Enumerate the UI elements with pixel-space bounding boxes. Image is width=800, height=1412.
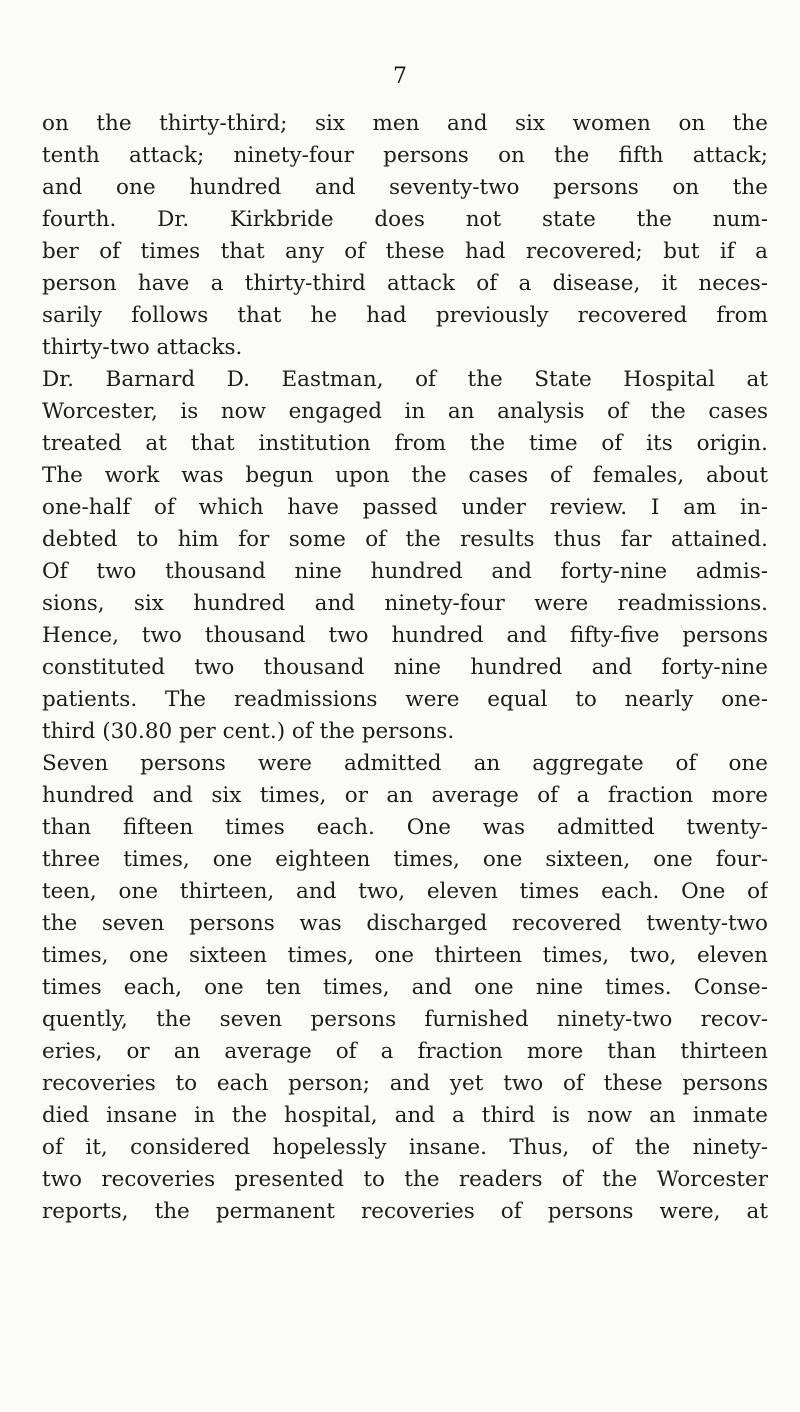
text-line: teen, one thirteen, and two, eleven times each. One of (42, 879, 768, 904)
text-line: than fifteen times each. One was admitted twenty- (42, 815, 768, 840)
text-line: hundred and six times, or an average of a fraction more (42, 783, 768, 808)
text-line: Of two thousand nine hundred and forty-nine admis- (42, 559, 768, 584)
text-line: debted to him for some of the results thus far attained. (42, 527, 768, 552)
text-line: and one hundred and seventy-two persons on the (42, 175, 768, 200)
page-number: 7 (393, 64, 407, 89)
text-line: reports, the permanent recoveries of persons were, at (42, 1199, 768, 1224)
text-line: Hence, two thousand two hundred and fifty-five persons (42, 623, 768, 648)
text-line: one-half of which have passed under review. I am in- (42, 495, 768, 520)
text-line: times each, one ten times, and one nine times. Conse- (42, 975, 768, 1000)
text-line: Dr. Barnard D. Eastman, of the State Hospital at (42, 367, 768, 392)
text-line: tenth attack; ninety-four persons on the fifth attack; (42, 143, 768, 168)
text-line: three times, one eighteen times, one sixteen, one four- (42, 847, 768, 872)
text-line: Seven persons were admitted an aggregate of one (42, 751, 768, 776)
text-line: person have a thirty-third attack of a disease, it neces- (42, 271, 768, 296)
text-line: times, one sixteen times, one thirteen times, two, eleven (42, 943, 768, 968)
text-line: constituted two thousand nine hundred and forty-nine (42, 655, 768, 680)
text-line: quently, the seven persons furnished ninety-two recov- (42, 1007, 768, 1032)
body-text (42, 108, 768, 1228)
text-line: the seven persons was discharged recovered twenty-two (42, 911, 768, 936)
text-line: The work was begun upon the cases of females, about (42, 463, 768, 488)
text-line: recoveries to each person; and yet two of these persons (42, 1071, 768, 1096)
text-line: of it, considered hopelessly insane. Thus, of the ninety- (42, 1135, 768, 1160)
text-line: thirty-two attacks. (42, 335, 243, 360)
text-line: Worcester, is now engaged in an analysis of the cases (42, 399, 768, 424)
text-line: treated at that institution from the time of its origin. (42, 431, 768, 456)
text-line: sarily follows that he had previously recovered from (42, 303, 768, 328)
text-line: eries, or an average of a fraction more than thirteen (42, 1039, 768, 1064)
text-line: died insane in the hospital, and a third is now an inmate (42, 1103, 768, 1128)
text-line: on the thirty-third; six men and six women on the (42, 111, 768, 136)
text-line: sions, six hundred and ninety-four were readmissions. (42, 591, 768, 616)
text-line: fourth. Dr. Kirkbride does not state the num- (42, 207, 768, 232)
text-line: two recoveries presented to the readers of the Worcester (42, 1167, 768, 1192)
text-line: ber of times that any of these had recovered; but if a (42, 239, 768, 264)
text-line: patients. The readmissions were equal to nearly one- (42, 687, 768, 712)
text-line: third (30.80 per cent.) of the persons. (42, 719, 455, 744)
